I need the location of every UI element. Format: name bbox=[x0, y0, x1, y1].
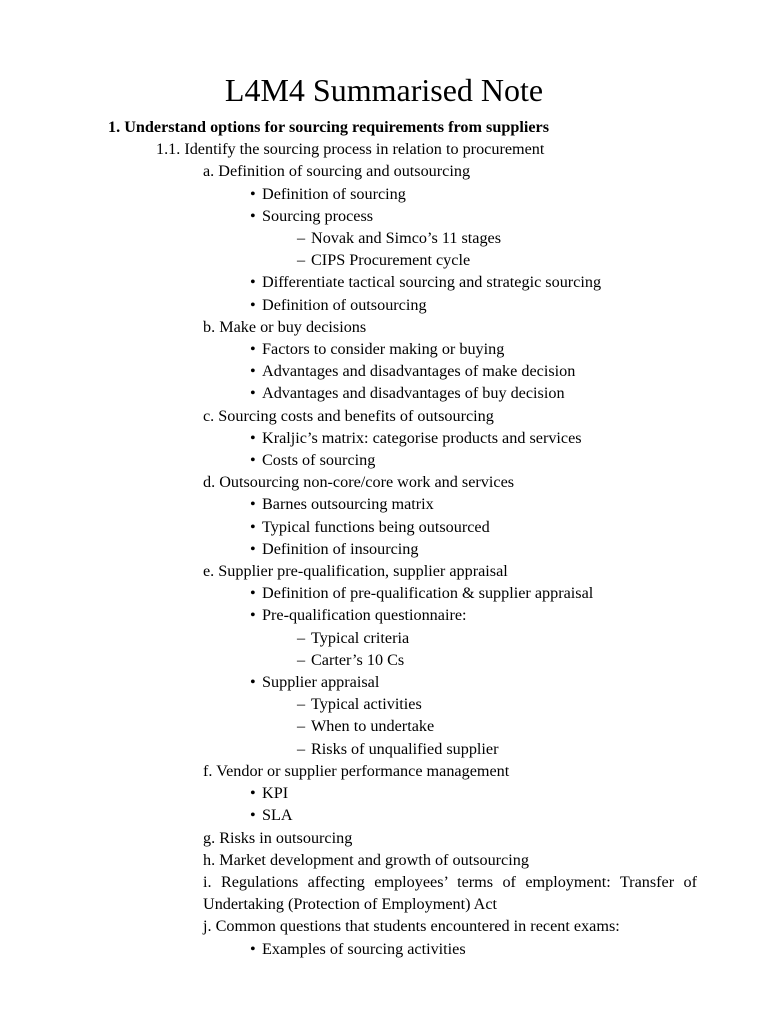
item-text: CIPS Procurement cycle bbox=[311, 251, 471, 270]
bullet-item bbox=[0, 294, 768, 316]
sub-bullet-item bbox=[0, 649, 768, 671]
topic-item bbox=[0, 871, 697, 915]
bullet-icon: • bbox=[250, 340, 256, 359]
bullet-icon: • bbox=[250, 273, 256, 292]
bullet-item bbox=[0, 516, 768, 538]
bullet-icon: • bbox=[250, 206, 256, 225]
bullet-icon: • bbox=[250, 295, 256, 314]
bullet-icon: • bbox=[250, 673, 256, 692]
topic-item bbox=[0, 160, 768, 182]
bullet-icon: • bbox=[250, 451, 256, 470]
bullet-item bbox=[0, 427, 768, 449]
item-text: Kraljic’s matrix: categorise products and services bbox=[262, 428, 582, 447]
item-text: Typical activities bbox=[311, 695, 422, 714]
sub-bullet-item bbox=[0, 227, 768, 249]
item-text: SLA bbox=[262, 806, 293, 825]
item-text: KPI bbox=[262, 784, 289, 803]
bullet-item bbox=[0, 671, 768, 693]
bullet-icon: • bbox=[250, 784, 256, 803]
item-text: Advantages and disadvantages of buy decision bbox=[262, 384, 565, 403]
item-text: j. Common questions that students encountered in recent exams: bbox=[203, 917, 620, 936]
bullet-item bbox=[0, 183, 768, 205]
dash-icon: – bbox=[297, 251, 306, 270]
dash-icon: – bbox=[297, 628, 306, 647]
item-text: Definition of pre-qualification & supplier appraisal bbox=[262, 584, 594, 603]
bullet-item bbox=[0, 538, 768, 560]
dash-icon: – bbox=[297, 229, 306, 248]
bullet-item bbox=[0, 205, 768, 227]
item-text: f. Vendor or supplier performance management bbox=[203, 761, 510, 780]
item-text: Examples of sourcing activities bbox=[262, 939, 466, 958]
bullet-icon: • bbox=[250, 384, 256, 403]
item-text: Typical criteria bbox=[311, 628, 410, 647]
bullet-icon: • bbox=[250, 428, 256, 447]
item-text: 1.1. Identify the sourcing process in relation to procurement bbox=[156, 140, 545, 159]
item-text: Factors to consider making or buying bbox=[262, 340, 505, 359]
item-text: e. Supplier pre-qualification, supplier appraisal bbox=[203, 562, 508, 581]
bullet-icon: • bbox=[250, 495, 256, 514]
item-text: Carter’s 10 Cs bbox=[311, 650, 405, 669]
sub-bullet-item bbox=[0, 627, 768, 649]
item-text: Definition of sourcing bbox=[262, 184, 406, 203]
bullet-item bbox=[0, 493, 768, 515]
dash-icon: – bbox=[297, 717, 306, 736]
item-text: Sourcing process bbox=[262, 206, 374, 225]
bullet-item bbox=[0, 271, 768, 293]
dash-icon: – bbox=[297, 650, 306, 669]
item-text: Pre-qualification questionnaire: bbox=[262, 606, 467, 625]
item-text: i. Regulations affecting employees’ terms of employment: Transfer of Undertaking (Protection of Employment) Act bbox=[203, 872, 697, 914]
bullet-item bbox=[0, 449, 768, 471]
outline-list bbox=[0, 116, 768, 960]
bullet-icon: • bbox=[250, 939, 256, 958]
item-text: 1. Understand options for sourcing requirements from suppliers bbox=[108, 118, 549, 136]
bullet-icon: • bbox=[250, 517, 256, 536]
bullet-item bbox=[0, 582, 768, 604]
item-text: Definition of insourcing bbox=[262, 539, 419, 558]
item-text: Definition of outsourcing bbox=[262, 295, 427, 314]
item-text: a. Definition of sourcing and outsourcing bbox=[203, 162, 471, 181]
bullet-item bbox=[0, 804, 768, 826]
sub-bullet-item bbox=[0, 715, 768, 737]
subsection-heading bbox=[0, 138, 768, 160]
item-text: Advantages and disadvantages of make decision bbox=[262, 362, 576, 381]
bullet-item bbox=[0, 360, 768, 382]
section-heading bbox=[0, 116, 768, 138]
item-text: Typical functions being outsourced bbox=[262, 517, 490, 536]
bullet-item bbox=[0, 382, 768, 404]
bullet-icon: • bbox=[250, 184, 256, 203]
topic-item bbox=[0, 405, 768, 427]
page-title: L4M4 Summarised Note bbox=[224, 72, 544, 108]
topic-item bbox=[0, 471, 768, 493]
dash-icon: – bbox=[297, 695, 306, 714]
item-text: Differentiate tactical sourcing and strategic sourcing bbox=[262, 273, 602, 292]
dash-icon: – bbox=[297, 739, 306, 758]
bullet-icon: • bbox=[250, 806, 256, 825]
sub-bullet-item bbox=[0, 693, 768, 715]
bullet-icon: • bbox=[250, 539, 256, 558]
bullet-icon: • bbox=[250, 362, 256, 381]
item-text: g. Risks in outsourcing bbox=[203, 828, 353, 847]
bullet-item bbox=[0, 338, 768, 360]
item-text: d. Outsourcing non-core/core work and services bbox=[203, 473, 515, 492]
bullet-icon: • bbox=[250, 584, 256, 603]
item-text: Novak and Simco’s 11 stages bbox=[311, 229, 502, 248]
topic-item bbox=[0, 849, 768, 871]
item-text: When to undertake bbox=[311, 717, 435, 736]
bullet-item bbox=[0, 782, 768, 804]
bullet-icon: • bbox=[250, 606, 256, 625]
item-text: Costs of sourcing bbox=[262, 451, 376, 470]
topic-item bbox=[0, 316, 768, 338]
topic-item bbox=[0, 760, 768, 782]
item-text: c. Sourcing costs and benefits of outsourcing bbox=[203, 406, 494, 425]
item-text: b. Make or buy decisions bbox=[203, 317, 367, 336]
sub-bullet-item bbox=[0, 738, 768, 760]
item-text: Risks of unqualified supplier bbox=[311, 739, 499, 758]
item-text: Supplier appraisal bbox=[262, 673, 380, 692]
bullet-item bbox=[0, 938, 768, 960]
item-text: Barnes outsourcing matrix bbox=[262, 495, 434, 514]
item-text: h. Market development and growth of outsourcing bbox=[203, 850, 529, 869]
topic-item bbox=[0, 915, 768, 937]
topic-item bbox=[0, 827, 768, 849]
topic-item bbox=[0, 560, 768, 582]
sub-bullet-item bbox=[0, 249, 768, 271]
bullet-item bbox=[0, 604, 768, 626]
